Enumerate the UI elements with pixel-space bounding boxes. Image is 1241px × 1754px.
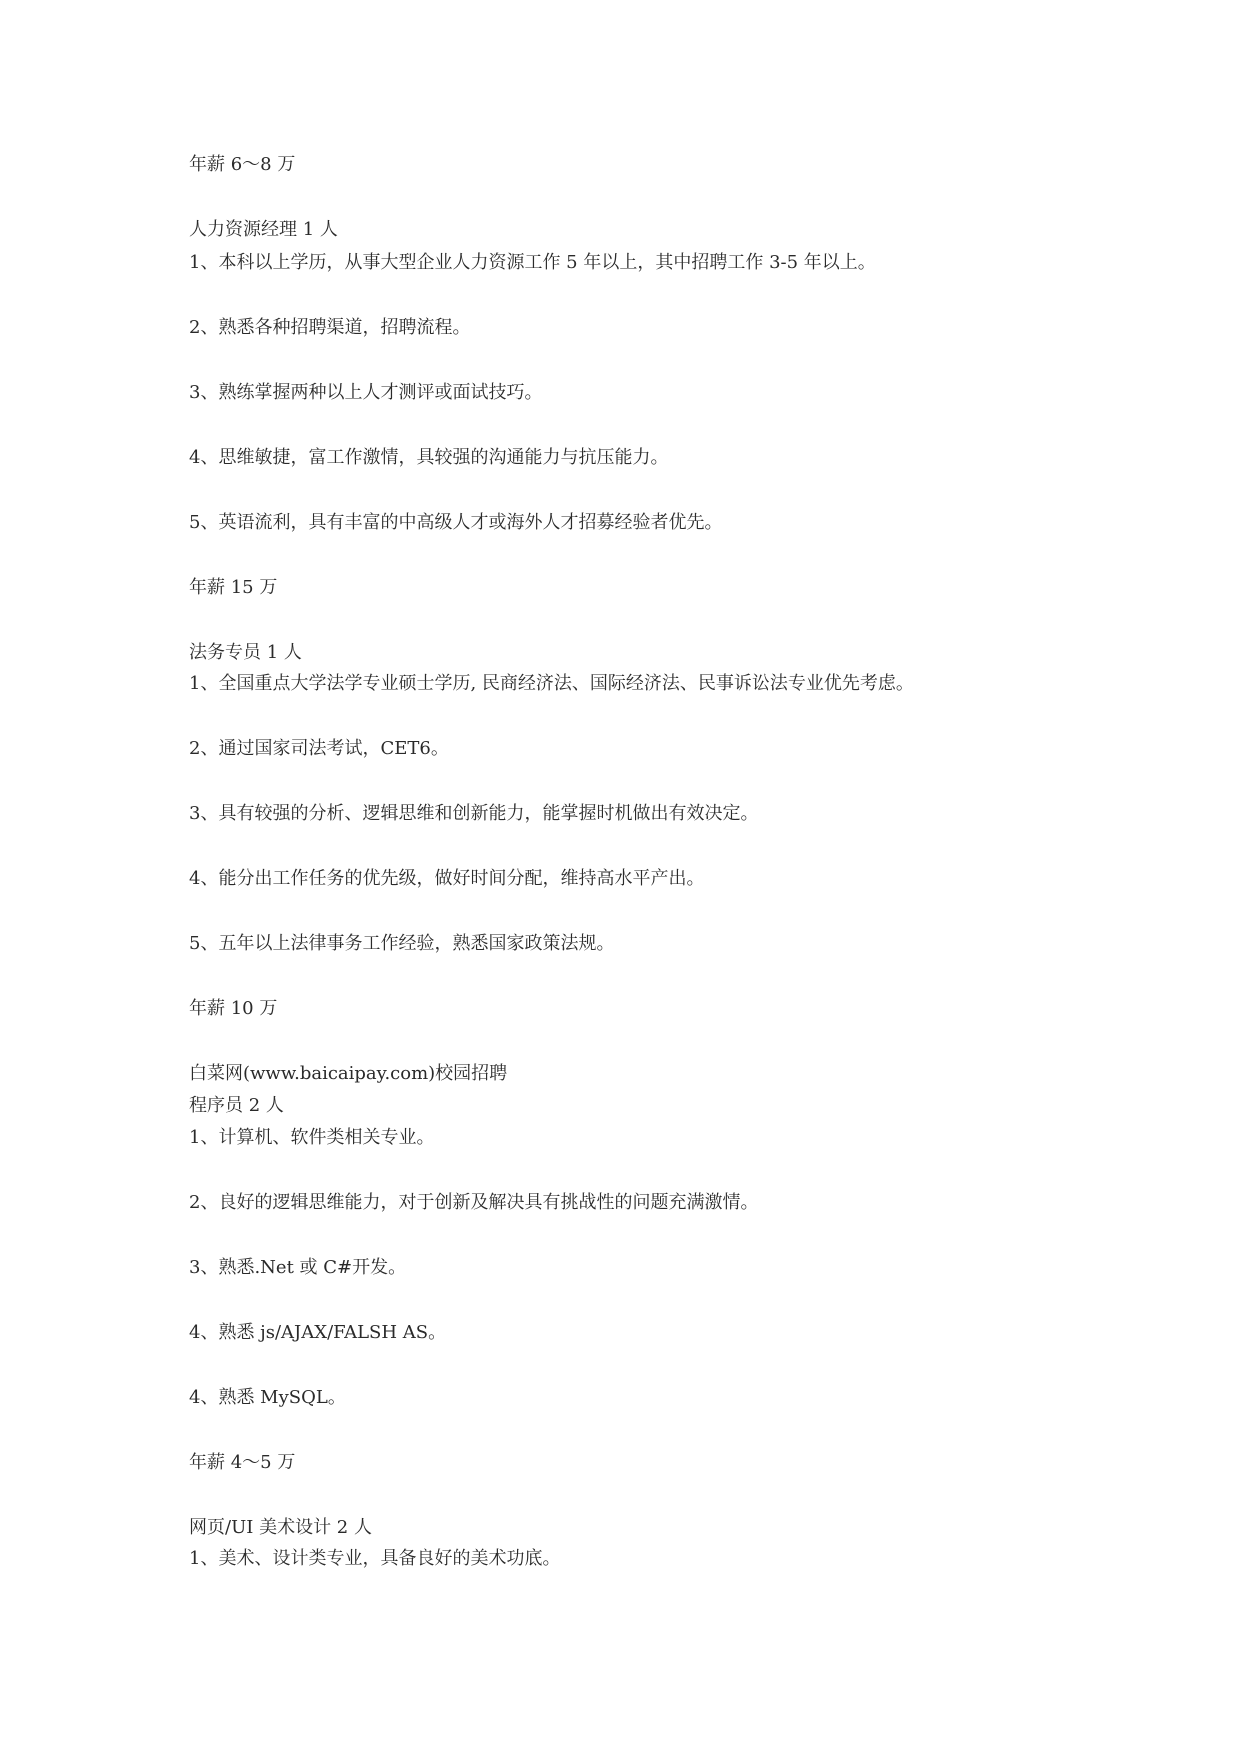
requirement-line: 1、本科以上学历，从事大型企业人力资源工作 5 年以上，其中招聘工作 3-5 年以上。 [189, 252, 876, 273]
requirement-line: 3、熟练掌握两种以上人才测评或面试技巧。 [189, 382, 543, 403]
requirement-line: 2、熟悉各种招聘渠道，招聘流程。 [189, 317, 471, 338]
company-line: 白菜网(www.baicaipay.com)校园招聘 [189, 1063, 508, 1084]
requirement-line: 1、美术、设计类专业，具备良好的美术功底。 [189, 1548, 561, 1569]
requirement-line: 4、熟悉 js/AJAX/FALSH AS。 [189, 1322, 447, 1343]
position-title: 法务专员 1 人 [189, 642, 302, 663]
position-title: 人力资源经理 1 人 [189, 219, 338, 240]
requirement-line: 2、通过国家司法考试，CET6。 [189, 738, 449, 759]
requirement-line: 1、全国重点大学法学专业硕士学历, 民商经济法、国际经济法、民事诉讼法专业优先考虑。 [189, 673, 914, 694]
position-title: 程序员 2 人 [189, 1095, 284, 1116]
salary-line: 年薪 6～8 万 [189, 154, 296, 175]
requirement-line: 4、能分出工作任务的优先级，做好时间分配，维持高水平产出。 [189, 868, 705, 889]
salary-line: 年薪 4～5 万 [189, 1452, 296, 1473]
position-title: 网页/UI 美术设计 2 人 [189, 1517, 372, 1538]
requirement-line: 5、英语流利，具有丰富的中高级人才或海外人才招募经验者优先。 [189, 512, 723, 533]
requirement-line: 3、具有较强的分析、逻辑思维和创新能力，能掌握时机做出有效决定。 [189, 803, 759, 824]
requirement-line: 4、熟悉 MySQL。 [189, 1387, 346, 1408]
requirement-line: 1、计算机、软件类相关专业。 [189, 1127, 435, 1148]
requirement-line: 2、良好的逻辑思维能力，对于创新及解决具有挑战性的问题充满激情。 [189, 1192, 759, 1213]
salary-line: 年薪 15 万 [189, 577, 278, 598]
salary-line: 年薪 10 万 [189, 998, 278, 1019]
requirement-line: 3、熟悉.Net 或 C#开发。 [189, 1257, 407, 1278]
requirement-line: 4、思维敏捷，富工作激情，具较强的沟通能力与抗压能力。 [189, 447, 669, 468]
requirement-line: 5、五年以上法律事务工作经验，熟悉国家政策法规。 [189, 933, 615, 954]
